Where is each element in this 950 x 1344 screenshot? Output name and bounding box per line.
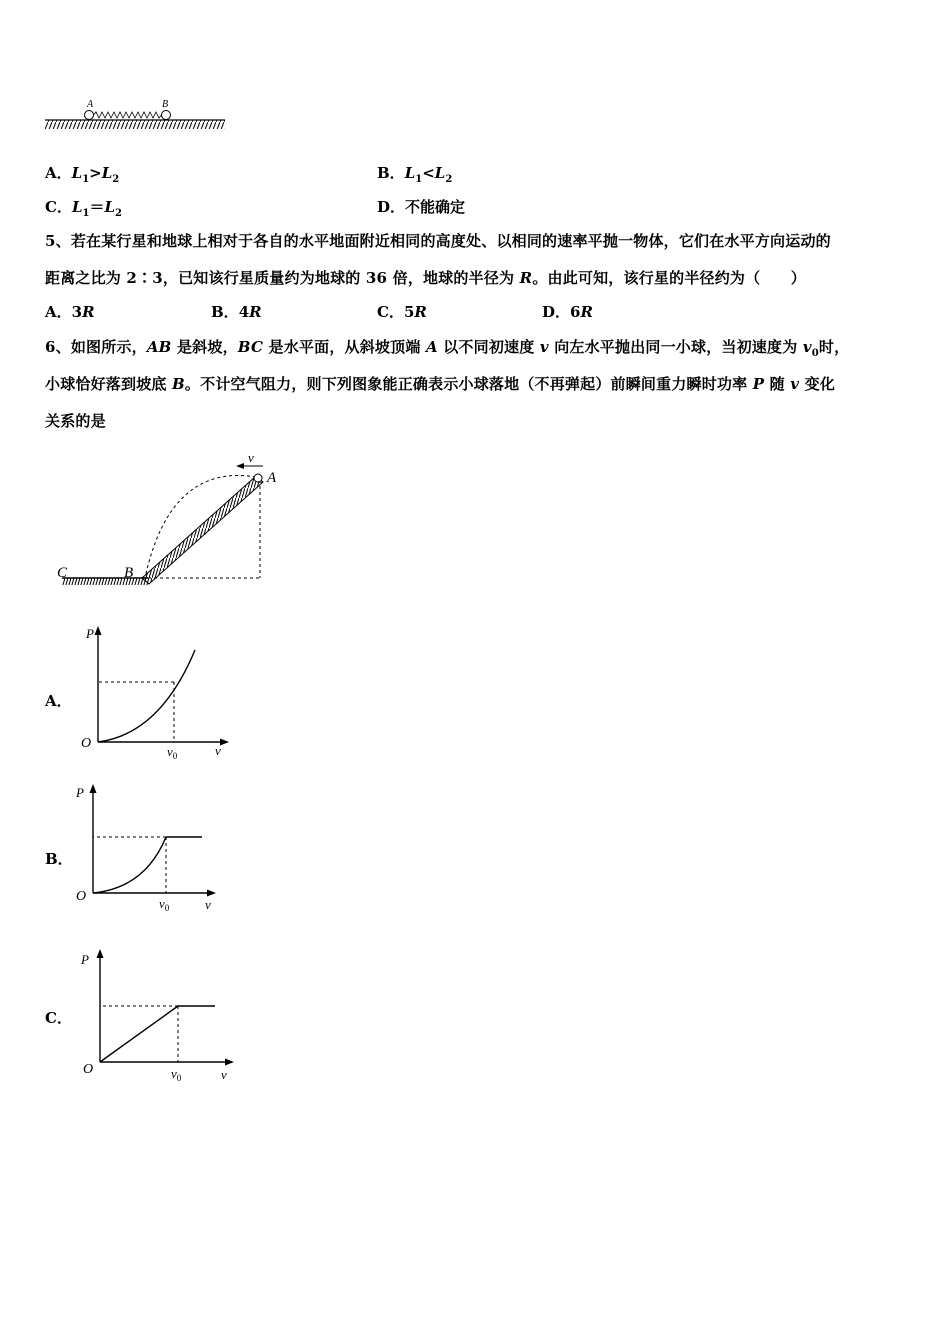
p-axis-arrow: [97, 949, 104, 958]
v-axis-arrow: [220, 739, 229, 746]
q5-line2: 距离之比为 2∶3，已知该行星质量约为地球的 36 倍，地球的半径为 R。由此可知，该行星的半径约为（ ）: [45, 269, 806, 287]
v-axis-arrow: [207, 890, 216, 897]
q4-option-c: C．$L_1=L_2$: [45, 198, 122, 219]
ball-b: [162, 111, 171, 120]
label-b: B: [162, 99, 169, 110]
q6-line3: 关系的是: [45, 412, 106, 430]
slope-ab: [142, 476, 263, 584]
p-axis-arrow: [95, 626, 102, 635]
q4-option-a: A．$L_1>L_2$: [45, 164, 120, 185]
q4-option-b: B．$L_1<L_2$: [377, 164, 453, 185]
q6-line1: 6、如图所示，AB 是斜坡，BC 是水平面，从斜坡顶端 A 以不同初速度 v 向左水平抛出同一小球，当初速度为 $v_0$时，: [45, 338, 850, 359]
label-p: P: [76, 785, 84, 800]
q5-option-c: C．5R: [377, 303, 427, 321]
label-p: P: [86, 626, 94, 641]
p-axis-arrow: [90, 784, 97, 793]
velocity-arrow-head: [236, 463, 244, 469]
label-v0: $v_0$: [167, 744, 178, 761]
q5-option-b: B．4R: [211, 303, 262, 321]
q6-line2: 小球恰好落到坡底 B。不计空气阻力，则下列图象能正确表示小球落地（不再弹起）前瞬间重力瞬时功率 P 随 v 变化: [45, 375, 836, 393]
q6-graph-c-letter: C．: [45, 1009, 72, 1027]
label-v: v: [205, 897, 211, 912]
curve: [93, 837, 166, 893]
label-a: A: [87, 99, 94, 110]
q5-option-d: D．6R: [542, 303, 593, 321]
label-b: B: [124, 565, 134, 581]
label-a: A: [267, 470, 277, 486]
graph-c: [75, 945, 240, 1085]
label-o: O: [76, 889, 87, 904]
ball-at-a: [254, 474, 262, 482]
label-v: v: [248, 450, 254, 465]
ground-hatch: [45, 120, 225, 129]
spring-figure: [40, 92, 235, 137]
spring: [94, 112, 162, 118]
v-axis-arrow: [225, 1059, 234, 1066]
ground-cb: [62, 578, 148, 585]
label-o: O: [83, 1062, 94, 1077]
label-o: O: [81, 736, 92, 751]
ball-a: [85, 111, 94, 120]
label-v0: $v_0$: [159, 896, 170, 913]
label-v0: $v_0$: [171, 1066, 182, 1083]
q5-line1: 5、若在某行星和地球上相对于各自的水平地面附近相同的高度处、以相同的速率平抛一物体，它们在水平方向运动的: [45, 232, 831, 250]
label-v: v: [215, 743, 221, 758]
linear-line: [100, 1006, 178, 1062]
slope-figure: [50, 448, 290, 593]
curve: [98, 650, 195, 742]
q5-option-a: A．3R: [45, 303, 95, 321]
graph-b: [70, 780, 230, 915]
graph-a: [75, 622, 235, 762]
q6-graph-b-letter: B．: [45, 850, 73, 868]
q4-option-d: D．不能确定: [377, 198, 466, 216]
label-c: C: [57, 565, 68, 581]
label-p: P: [81, 952, 89, 967]
q6-graph-a-letter: A．: [45, 692, 72, 710]
label-v: v: [221, 1067, 227, 1082]
